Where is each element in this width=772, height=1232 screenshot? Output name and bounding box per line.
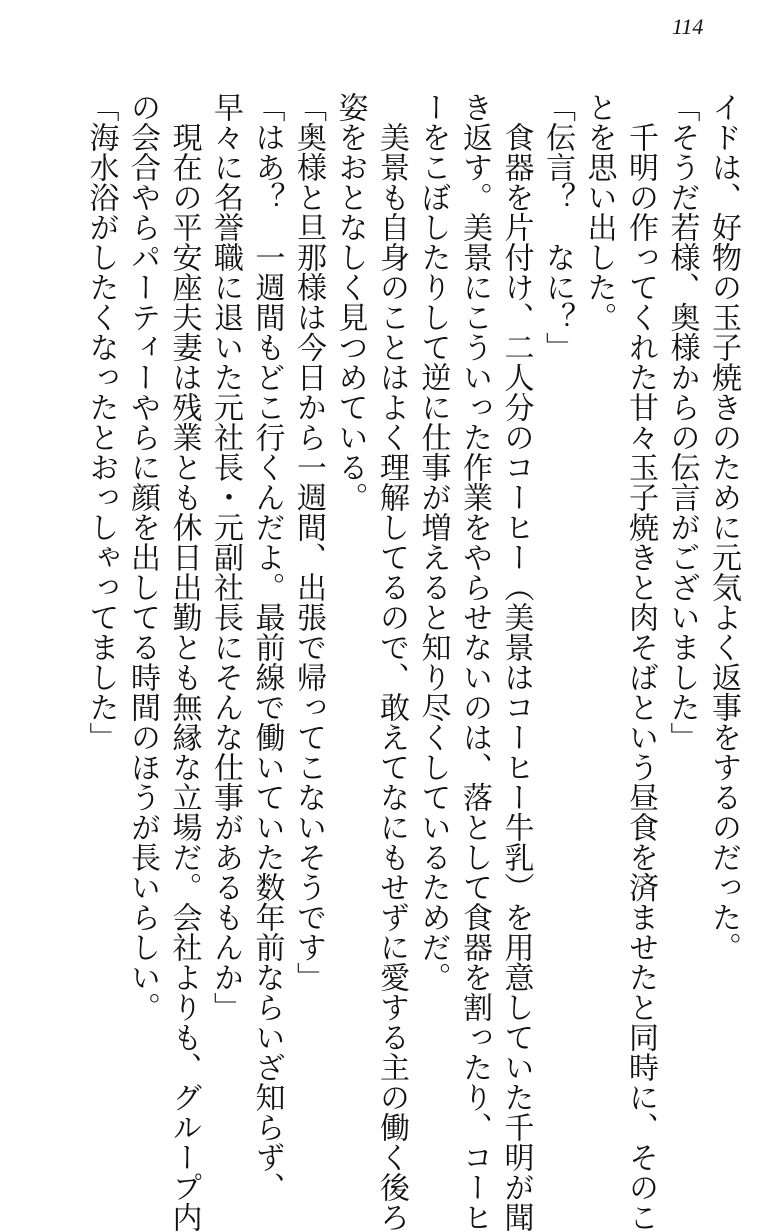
text-line: 「伝言？ なに？」 xyxy=(540,92,575,362)
text-line: 千明の作ってくれた甘々玉子焼きと肉そばという昼食を済ませたと同時に、そのこ xyxy=(623,92,658,1232)
text-line: 「海水浴がしたくなったとおっしゃってました」 xyxy=(83,92,119,752)
text-line: 現在の平安座夫妻は残業とも休日出勤とも無縁な立場だ。会社よりも、グループ内 xyxy=(166,92,202,1232)
text-line: 美景も自身のことはよく理解してるので、敢えてなにもせずに愛する主の働く後ろ xyxy=(374,92,409,1232)
text-line: 「はあ？ 一週間もどこ行くんだよ。最前線で働いていた数年前ならいざ知らず、 xyxy=(249,92,285,1202)
text-line: イドは、好物の玉子焼きのために元気よく返事をするのだった。 xyxy=(706,92,741,962)
text-line: ーをこぼしたりして逆に仕事が増えると知り尽くしているためだ。 xyxy=(415,92,451,992)
text-line: とを思い出した。 xyxy=(581,92,617,332)
text-line: 姿をおとなしく見つめている。 xyxy=(332,92,368,512)
text-line: 食器を片付け、二人分のコーヒー（美景はコーヒー牛乳）を用意していた千明が聞 xyxy=(498,92,534,1232)
text-line: 「奥様と旦那様は今日から一週間、出張で帰ってこないそうです」 xyxy=(291,92,326,992)
body-text xyxy=(80,92,744,1232)
text-line: き返す。美景にこういった作業をやらせないのは、落として食器を割ったり、コーヒ xyxy=(457,92,492,1232)
text-line: 早々に名誉職に退いた元社長・元副社長にそんな仕事があるもんか」 xyxy=(208,92,243,1022)
text-line: の会合やらパーティーやらに顔を出してる時間のほうが長いらしい。 xyxy=(125,92,160,1022)
page-number: 114 xyxy=(672,14,704,39)
text-line: 「そうだ若様、奥様からの伝言がございました」 xyxy=(664,92,700,752)
